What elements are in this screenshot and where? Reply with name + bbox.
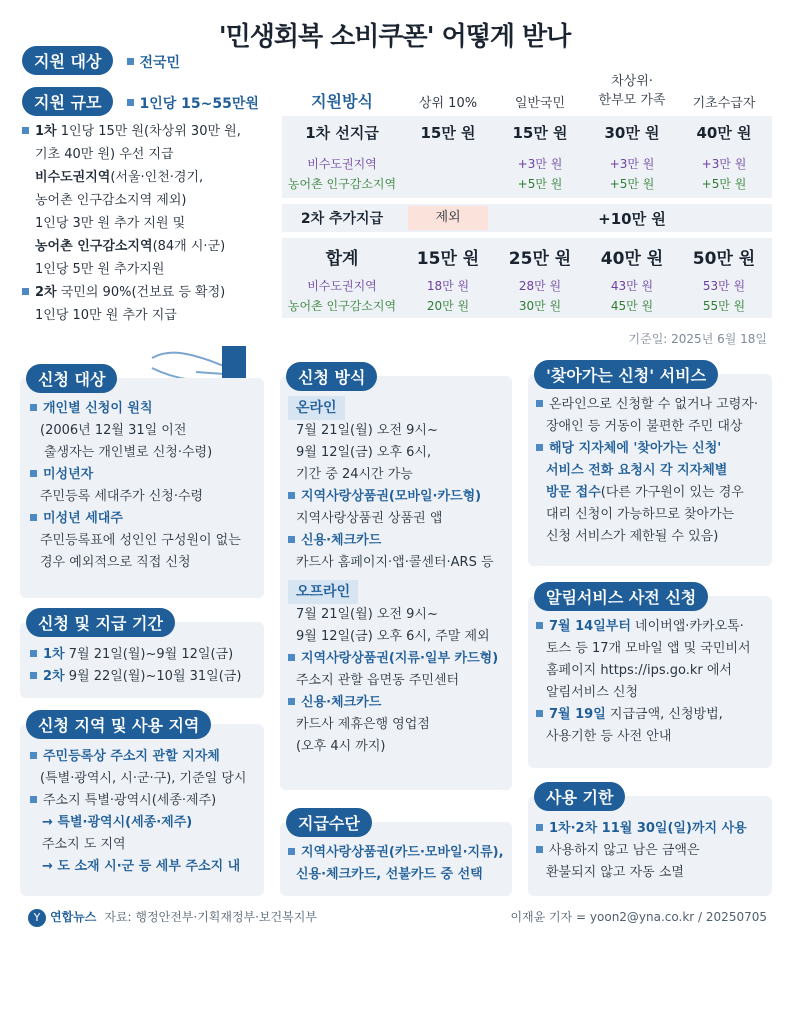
- col-header: 상위 10%: [418, 96, 478, 111]
- bullet-icon: [127, 99, 134, 106]
- visit-line: 온라인으로 신청할 수 없거나 고령자·: [549, 397, 759, 412]
- visit-line: 장애인 등 거동이 불편한 주민 대상: [546, 419, 743, 434]
- item-head: 미성년자: [43, 467, 94, 482]
- bullet-icon: [30, 514, 37, 521]
- plus3: +3만 원: [701, 157, 747, 171]
- scale-line-bold: 1차: [35, 124, 57, 139]
- item-body: 주민등록 세대주가 신청·수령: [40, 489, 204, 504]
- pay-line: 지역사랑상품권(카드·모바일·지류),: [301, 845, 504, 860]
- apply-region-title: 신청 지역 및 사용 지역: [26, 710, 211, 739]
- region-head: 주소지 특별·광역시(세종·제주): [43, 793, 217, 808]
- bullet-icon: [288, 848, 295, 855]
- offline-item-body: 주소지 관할 읍면동 주민센터: [296, 673, 460, 688]
- apply-method-title-wrap: [286, 362, 377, 391]
- visit-bold: 해당 지자체에 '찾아가는 신청': [549, 441, 722, 456]
- scale-line: (서울·인천·경기,: [110, 170, 204, 185]
- bullet-icon: [30, 752, 37, 759]
- region-body: (특별·광역시, 시·군·구), 기준일 당시: [40, 771, 247, 786]
- item-body: 경우 예외적으로 직접 신청: [40, 555, 191, 570]
- online-item-body: 카드사 홈페이지·앱·콜센터·ARS 등: [296, 555, 494, 570]
- pay-method-title-wrap: [286, 808, 372, 837]
- support-target: [22, 46, 180, 75]
- visit-service-body: [536, 394, 772, 548]
- online-item-head: 신용·체크카드: [301, 533, 382, 548]
- scale-line: 기초 40만 원) 우선 지급: [35, 147, 174, 162]
- source: 자료: 행정안전부·기획재정부·보건복지부: [104, 910, 317, 924]
- nonmetro-label: 비수도권지역: [307, 157, 377, 171]
- scale-line-bold: 비수도권지역: [35, 170, 111, 185]
- item-head: 미성년 세대주: [43, 511, 123, 526]
- notice-line: 홈페이지 https://ips.go.kr 에서: [546, 663, 732, 678]
- total-rural: 55만 원: [702, 299, 746, 313]
- period-bold: 1차: [43, 647, 65, 662]
- bullet-icon: [30, 470, 37, 477]
- date-note: 기준일: 2025년 6월 18일: [628, 332, 767, 346]
- row1-value: 30만 원: [604, 124, 660, 142]
- bullet-icon: [30, 404, 37, 411]
- total-value: 40만 원: [600, 249, 664, 269]
- period-text: 9월 22일(월)~10월 31일(금): [64, 669, 242, 684]
- usage-limit-body: [536, 818, 772, 884]
- item-body: (2006년 12월 31일 이전: [40, 423, 187, 438]
- row1-label: 1차 선지급: [305, 124, 379, 142]
- notice-bold: 7월 14일부터: [549, 619, 631, 634]
- scale-line: 1인당 5만 원 추가지원: [35, 262, 165, 277]
- row1-value: 15만 원: [420, 124, 476, 142]
- apply-target-body: [30, 398, 260, 574]
- bullet-icon: [30, 796, 37, 803]
- usage-line: 환불되지 않고 자동 소멸: [546, 865, 684, 880]
- item-body: 출생자는 개인별로 신청·수령): [44, 445, 213, 460]
- col-header: 기초수급자: [692, 96, 756, 111]
- row2-value: +10만 원: [598, 210, 666, 228]
- notice-line: 지급금액, 신청방법,: [605, 707, 723, 722]
- apply-period-body: [30, 644, 260, 688]
- bullet-icon: [22, 288, 29, 295]
- notice-service-title: 알림서비스 사전 신청: [534, 582, 708, 611]
- col-header: 일반국민: [514, 96, 566, 111]
- visit-line: (다른 가구원이 있는 경우: [600, 485, 744, 500]
- region-arrow: → 도 소재 시·군 등 세부 주소지 내: [42, 859, 241, 874]
- usage-limit-title-wrap: [534, 782, 625, 811]
- visit-bold: 방문 접수: [546, 485, 601, 500]
- scale-line: 농어촌 인구감소지역 제외): [35, 193, 187, 208]
- bullet-icon: [288, 654, 295, 661]
- scale-line: (84개 시·군): [152, 239, 226, 254]
- plus3: +3만 원: [609, 157, 655, 171]
- pay-method-body: [288, 842, 512, 886]
- bullet-icon: [536, 444, 543, 451]
- offline-item-head: 지역사랑상품권(지류·일부 카드형): [301, 651, 499, 666]
- region-arrow: → 특별·광역시(세종·제주): [42, 815, 193, 830]
- footer-credit: 이재윤 기자 = yoon2@yna.co.kr / 20250705: [510, 910, 767, 924]
- offline-line: 9월 12일(금) 오후 6시, 주말 제외: [296, 629, 490, 644]
- offline-line: 7월 21일(월) 오전 9시~: [296, 607, 438, 622]
- pay-method-title: 지급수단: [286, 808, 372, 837]
- support-scale-value: 1인당 15~55만원: [139, 96, 259, 112]
- scale-line: 1인당 15만 원(차상위 30만 원,: [56, 124, 241, 139]
- support-scale-detail: [22, 120, 272, 327]
- apply-period-title-wrap: [26, 608, 175, 637]
- notice-line: 알림서비스 신청: [546, 685, 639, 700]
- item-head: 개인별 신청이 원칙: [43, 401, 153, 416]
- plus5: +5만 원: [609, 177, 655, 191]
- offline-item-body: (오후 4시 까지): [296, 739, 386, 754]
- support-target-label: 지원 대상: [22, 46, 113, 75]
- scale-line-bold: 2차: [35, 285, 57, 300]
- apply-method-body: [288, 396, 512, 758]
- total-rural: 20만 원: [426, 299, 470, 313]
- bullet-icon: [536, 710, 543, 717]
- notice-service-body: [536, 616, 772, 748]
- apply-target-title-wrap: [26, 364, 117, 393]
- visit-bold: 서비스 전화 요청시 각 지자체별: [546, 463, 728, 478]
- total-value: 25만 원: [508, 249, 572, 269]
- page-title: '민생회복 소비쿠폰' 어떻게 받나: [218, 22, 571, 52]
- notice-line: 네이버앱·카카오톡·: [630, 619, 744, 634]
- notice-line: 사용기한 등 사전 안내: [546, 729, 672, 744]
- online-item-head: 지역사랑상품권(모바일·카드형): [301, 489, 482, 504]
- notice-service-title-wrap: [534, 582, 708, 611]
- online-line: 9월 12일(금) 오후 6시,: [296, 445, 432, 460]
- online-item-body: 지역사랑상품권 상품권 앱: [296, 511, 443, 526]
- bullet-icon: [536, 846, 543, 853]
- total-label: 합계: [325, 249, 359, 269]
- row1-value: 15만 원: [512, 124, 568, 142]
- notice-line: 토스 등 17개 모바일 앱 및 국민비서: [546, 641, 751, 656]
- apply-target-title: 신청 대상: [26, 364, 117, 393]
- scale-line-bold: 농어촌 인구감소지역: [35, 239, 153, 254]
- support-table: [282, 64, 772, 326]
- bullet-icon: [536, 400, 543, 407]
- row2-label: 2차 추가지급: [300, 211, 384, 227]
- bullet-icon: [30, 650, 37, 657]
- usage-bold: 1차·2차 11월 30일(일)까지 사용: [549, 821, 747, 836]
- row1-value: 40만 원: [696, 124, 752, 142]
- period-text: 7월 21일(월)~9월 12일(금): [64, 647, 234, 662]
- scale-line: 국민의 90%(건보료 등 확정): [56, 285, 226, 300]
- total-nonmetro: 43만 원: [610, 279, 654, 293]
- support-scale-label: 지원 규모: [22, 87, 113, 116]
- notice-bold: 7월 19일: [549, 707, 606, 722]
- row2-excluded: 제외: [408, 206, 488, 230]
- bullet-icon: [288, 698, 295, 705]
- online-line: 기간 중 24시간 가능: [296, 467, 413, 482]
- usage-limit-title: 사용 기한: [534, 782, 625, 811]
- total-nonmetro: 18만 원: [426, 279, 470, 293]
- apply-region-body: [30, 746, 262, 878]
- plus5: +5만 원: [701, 177, 747, 191]
- yonhap-logo-icon: Y: [28, 909, 46, 927]
- online-line: 7월 21일(월) 오전 9시~: [296, 423, 438, 438]
- total-value: 15만 원: [416, 249, 480, 269]
- visit-line: 대리 신청이 가능하므로 찾아가는: [546, 507, 735, 522]
- support-target-value: 전국민: [139, 55, 181, 71]
- scale-line: 1인당 3만 원 추가 지원 및: [35, 216, 186, 231]
- support-scale: [22, 87, 259, 116]
- total-nonmetro: 28만 원: [518, 279, 562, 293]
- offline-item-head: 신용·체크카드: [301, 695, 382, 710]
- method-label: 지원방식: [311, 92, 373, 111]
- visit-service-title: '찾아가는 신청' 서비스: [534, 360, 718, 389]
- bullet-icon: [22, 127, 29, 134]
- region-body: 주소지 도 지역: [42, 837, 126, 852]
- total-rural: 45만 원: [610, 299, 654, 313]
- apply-method-title: 신청 방식: [286, 362, 377, 391]
- bullet-icon: [30, 672, 37, 679]
- brand: 연합뉴스: [50, 910, 97, 924]
- scale-line: 1인당 10만 원 추가 지급: [35, 308, 177, 323]
- visit-line: 신청 서비스가 제한될 수 있음): [546, 529, 719, 544]
- pay-line: 신용·체크카드, 선불카드 중 선택: [296, 867, 483, 882]
- online-label: 온라인: [288, 396, 345, 420]
- plus3: +3만 원: [517, 157, 563, 171]
- col-header: 차상위· 한부모 가족: [598, 74, 666, 108]
- apply-period-title: 신청 및 지급 기간: [26, 608, 175, 637]
- rural-label: 농어촌 인구감소지역: [287, 177, 397, 191]
- apply-region-title-wrap: [26, 710, 211, 739]
- period-bold: 2차: [43, 669, 65, 684]
- bullet-icon: [536, 824, 543, 831]
- total-rural: 30만 원: [518, 299, 562, 313]
- usage-line: 사용하지 않고 남은 금액은: [549, 843, 700, 858]
- total-value: 50만 원: [692, 249, 756, 269]
- rural-label: 농어촌 인구감소지역: [287, 299, 397, 313]
- offline-item-body: 카드사 제휴은행 영업점: [296, 717, 430, 732]
- visit-service-title-wrap: [534, 360, 718, 389]
- bullet-icon: [288, 536, 295, 543]
- footer-source: [28, 908, 317, 927]
- region-head: 주민등록상 주소지 관할 지자체: [43, 749, 220, 764]
- nonmetro-label: 비수도권지역: [307, 279, 377, 293]
- bullet-icon: [536, 622, 543, 629]
- plus5: +5만 원: [517, 177, 563, 191]
- item-body: 주민등록표에 성인인 구성원이 없는: [40, 533, 241, 548]
- offline-label: 오프라인: [288, 580, 358, 604]
- bullet-icon: [127, 58, 134, 65]
- bullet-icon: [288, 492, 295, 499]
- total-nonmetro: 53만 원: [702, 279, 746, 293]
